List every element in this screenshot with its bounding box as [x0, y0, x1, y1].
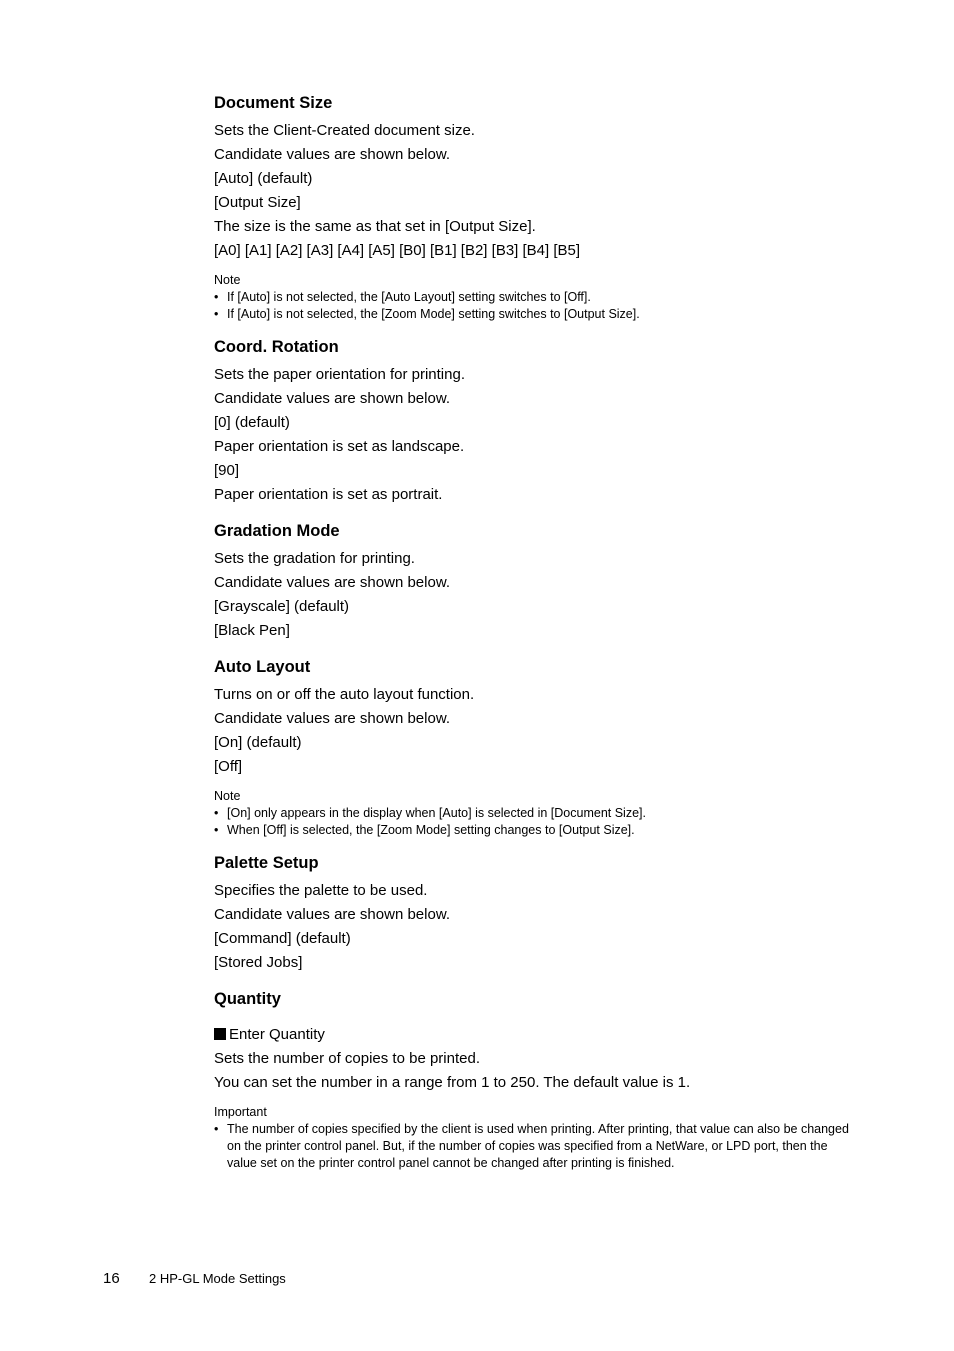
- section-heading: Document Size: [214, 94, 333, 112]
- body-line: [Grayscale] (default): [214, 598, 350, 615]
- body-line: Sets the paper orientation for printing.: [214, 366, 465, 383]
- bullet-icon: •: [214, 290, 219, 304]
- section-heading: Coord. Rotation: [214, 338, 339, 356]
- body-line: [0] (default): [214, 414, 290, 431]
- body-line: Candidate values are shown below.: [214, 906, 450, 923]
- body-line: Candidate values are shown below.: [214, 574, 450, 591]
- note-item: • The number of copies specified by the client is used when printing. After printing, that value can also be changed on the printer control panel. But, if the number of copies was specified from a NetWare, or LPD port, then the value set on the printer control panel cannot be changed after printing is finished.: [214, 1122, 849, 1170]
- body-line: [On] (default): [214, 734, 302, 751]
- section-heading: Quantity: [214, 990, 281, 1008]
- note-title: Important: [214, 1105, 267, 1119]
- body-line: Sets the gradation for printing.: [214, 550, 415, 567]
- body-line: Paper orientation is set as landscape.: [214, 438, 465, 455]
- section-heading: Gradation Mode: [214, 522, 340, 540]
- body-line: You can set the number in a range from 1 to 250. The default value is 1.: [214, 1074, 691, 1091]
- body-line: [90]: [214, 462, 240, 479]
- square-bullet-icon: [214, 1028, 226, 1040]
- note-item: • If [Auto] is not selected, the [Auto Layout] setting switches to [Off].: [214, 290, 591, 304]
- note-item: • When [Off] is selected, the [Zoom Mode] setting changes to [Output Size].: [214, 823, 635, 837]
- section-auto-layout: [214, 655, 854, 839]
- body-line: Sets the Client-Created document size.: [214, 122, 475, 139]
- body-line: Paper orientation is set as portrait.: [214, 486, 443, 503]
- section-heading: Palette Setup: [214, 854, 319, 872]
- page-footer: [103, 1270, 286, 1287]
- body-line: [Auto] (default): [214, 170, 313, 187]
- bullet-icon: •: [214, 1122, 219, 1136]
- page-content: [214, 91, 854, 1176]
- body-line: Candidate values are shown below.: [214, 710, 450, 727]
- page-number: 16: [103, 1270, 120, 1287]
- important-block: [214, 1104, 854, 1172]
- body-line: [Off]: [214, 758, 243, 775]
- body-line: [Output Size]: [214, 194, 301, 211]
- body-line: Candidate values are shown below.: [214, 146, 450, 163]
- bullet-icon: •: [214, 307, 219, 321]
- body-line: Specifies the palette to be used.: [214, 882, 428, 899]
- body-line: [Command] (default): [214, 930, 351, 947]
- body-line: Turns on or off the auto layout function.: [214, 686, 475, 703]
- chapter-title: 2 HP-GL Mode Settings: [149, 1271, 286, 1286]
- bullet-icon: •: [214, 806, 219, 820]
- body-line: [Stored Jobs]: [214, 954, 303, 971]
- note-item: • [On] only appears in the display when [Auto] is selected in [Document Size].: [214, 806, 646, 820]
- section-coord-rotation: [214, 335, 854, 507]
- note-title: Note: [214, 789, 241, 803]
- section-document-size: [214, 91, 854, 323]
- section-heading: Auto Layout: [214, 658, 311, 676]
- bullet-icon: •: [214, 823, 219, 837]
- section-palette-setup: [214, 851, 854, 975]
- note-block: [214, 788, 854, 839]
- subheading: Enter Quantity: [214, 1023, 854, 1047]
- body-line: Candidate values are shown below.: [214, 390, 450, 407]
- note-title: Note: [214, 273, 241, 287]
- section-gradation-mode: [214, 519, 854, 643]
- body-line: [A0] [A1] [A2] [A3] [A4] [A5] [B0] [B1] [B2] [B3] [B4] [B5]: [214, 242, 581, 259]
- section-quantity: [214, 987, 854, 1172]
- note-block: [214, 272, 854, 323]
- body-line: [Black Pen]: [214, 622, 290, 639]
- body-line: The size is the same as that set in [Output Size].: [214, 218, 536, 235]
- body-line: Sets the number of copies to be printed.: [214, 1050, 480, 1067]
- note-item: • If [Auto] is not selected, the [Zoom Mode] setting switches to [Output Size].: [214, 307, 640, 321]
